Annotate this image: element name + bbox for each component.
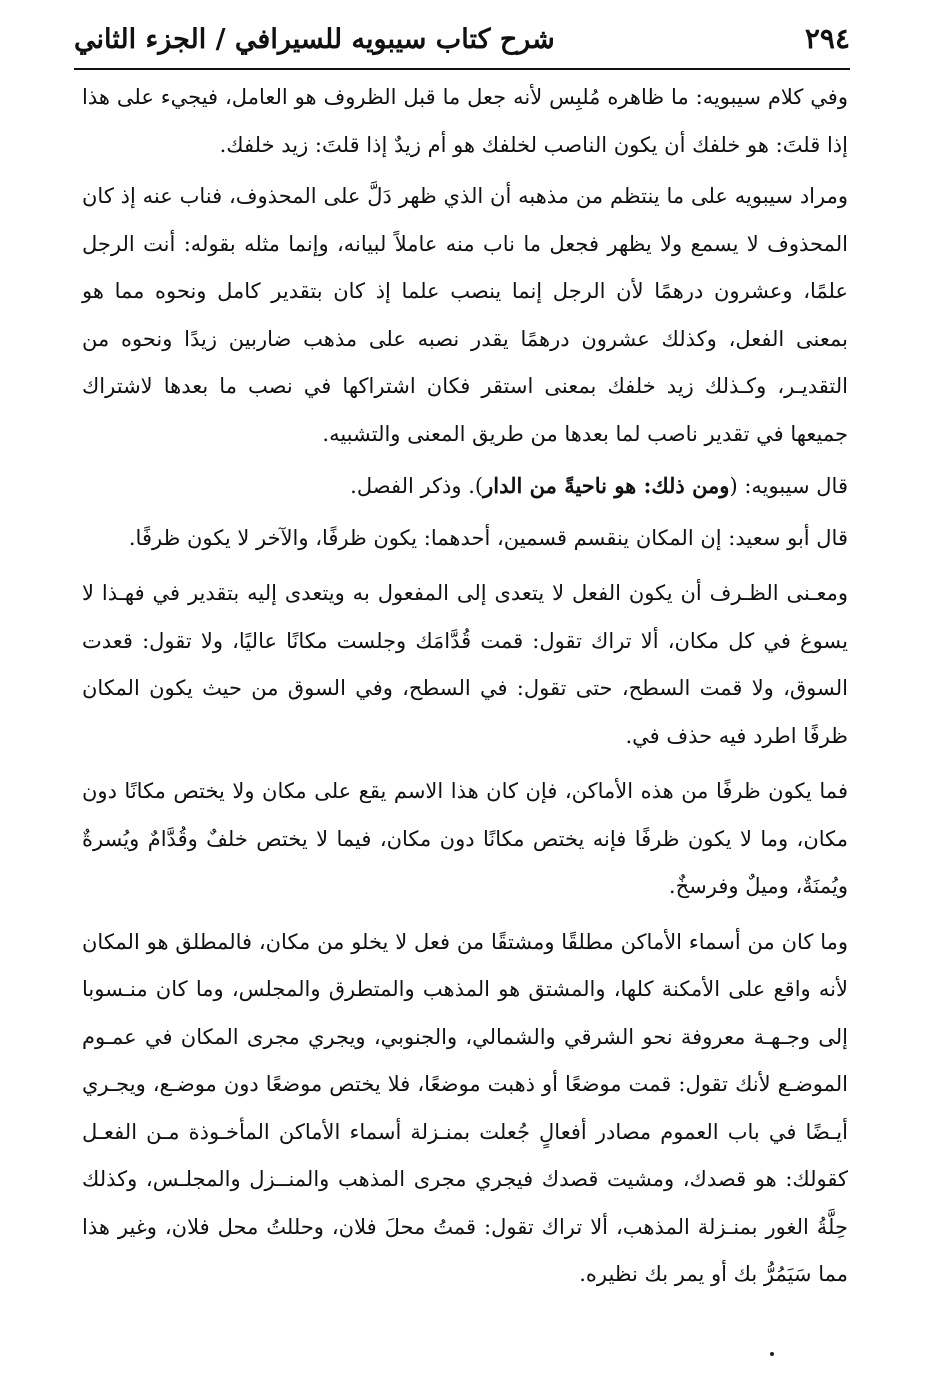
stray-ink-dot	[770, 1352, 774, 1356]
paragraph-1: وفي كلام سيبويه: ما ظاهره مُلبِس لأنه جعل ما قبل الظروف هو العامل، فيجيء على هذا إذا قلتَ: هو خلفك أن يكون الناصب لخلفك هو أم زيدٌ إذا قلتَ: زيد خلفك.	[82, 85, 848, 157]
paragraph-5: ومعـنى الظـرف أن يكون الفعل لا يتعدى إلى المفعول به ويتعدى إليه بتقدير في فهـذا لا يسوغ في كل مكان، ألا تراك تقول: قمت قُدَّامَك وجلست مكانًا عاليًا، ولا تقول: قعدت السوق، ولا قمت السطح، حتى تقول: في السطح، وفي السوق من حيث يكون المكان ظرفًا اطرد فيه حذف في.	[82, 581, 848, 748]
paragraph-6: فما يكون ظرفًا من هذه الأماكن، فإن كان هذا الاسم يقع على مكان ولا يختص مكانًا دون مكان، وما لا يكون ظرفًا فإنه يختص مكانًا دون مكان، فيما لا يختص خلفٌ وقُدَّامٌ ويُسرةٌ ويُمنَةٌ، وميلٌ وفرسخٌ.	[82, 779, 848, 898]
paragraph-sibawayh-quote	[82, 462, 848, 511]
body-text	[82, 74, 848, 1299]
quoted-phrase: ومن ذلك: هو ناحيةً من الدار	[483, 473, 730, 498]
page-number: ٢٩٤	[804, 22, 850, 55]
quote-outro: ). وذكر الفصل.	[350, 474, 484, 498]
quote-intro: قال سيبويه: (	[729, 474, 848, 498]
running-title: شرح كتاب سيبويه للسيرافي / الجزء الثاني	[74, 24, 555, 55]
paragraph-4: قال أبو سعيد: إن المكان ينقسم قسمين، أحدهما: يكون ظرفًا، والآخر لا يكون ظرفًا.	[128, 525, 848, 550]
paragraph-7: وما كان من أسماء الأماكن مطلقًا ومشتقًا من فعل لا يخلو من مكان، فالمطلق هو المكان لأنه واقع على الأمكنة كلها، والمشتق هو المذهب والمتطرق والمجلس، وما كان منـسوبا إلى وجـهـة معروفة نحو الشرقي والشمالي، والجنوبي، ويجري مجرى المكان في عمـوم الموضـع لأنك تقول: قمت موضعًا أو ذهبت موضعًا، فلا يختص موضعًا دون موضـع، ويجـري أيـضًا في باب العموم مصادر أفعالٍ جُعلت بمنـزلة أسماء الأماكن المأخـوذة مـن الفعـل كقولك: هو قصدك، ومشيت قصدك فيجري مجرى المذهب والمنــزل والمجلـس، وكذلك حِلَّةُ الغور بمنـزلة المذهب، ألا تراك تقول: قمتُ محلَ فلان، وحللتُ محل فلان، وغير هذا مما سَيَمُرُّ بك أو يمر بك نظيره.	[82, 929, 848, 1286]
paragraph-2: ومراد سيبويه على ما ينتظم من مذهبه أن الذي ظهر دَلَّ على المحذوف، فناب عنه إذ كان المحذوف لا يسمع ولا يظهر فجعل ما ناب منه عاملاً لبيانه، وإنما مثله بقوله: أنت الرجل علمًا، وعشرون درهمًا لأن الرجل إنما ينصب علما إذ كان بتقدير كامل ونحوه مما هو بمعنى الفعل، وكذلك عشرون درهمًا يقدر نصبه على مذهب ضاربين زيدًا ونحوه من التقديـر، وكـذلك زيد خلفك بمعنى استقر فكان اشتراكها في نصب ما بعدها لاشتراك جميعها في تقدير ناصب لما بعدها من طريق المعنى والتشبيه.	[82, 184, 848, 446]
page-header	[74, 10, 850, 70]
